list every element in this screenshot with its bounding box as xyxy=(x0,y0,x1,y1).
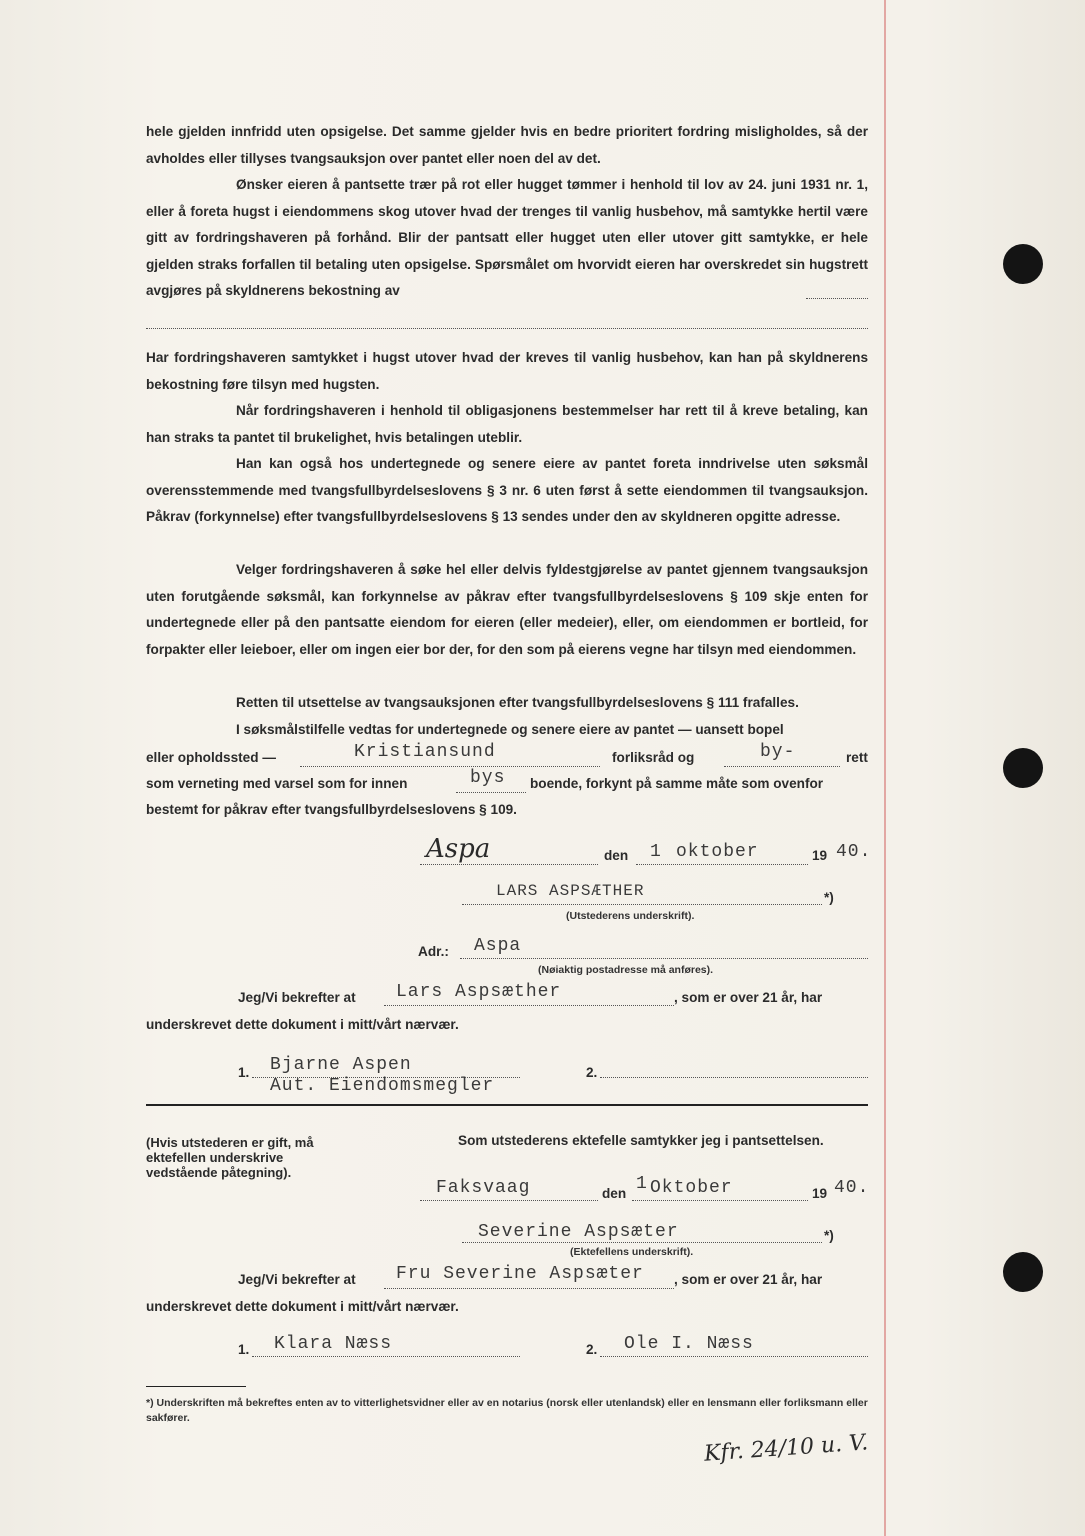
paragraph-2: Ønsker eieren å pantsette trær på rot eller hugget tømmer i henhold til lov av 24. juni 1931 nr. 1, eller å foreta hugst i eiendommens skog utover hvad der trenges til vanlig husbehov, må samtykke hertil være gitt av fordringshaveren på forhånd. Blir der pantsatt eller hugget uten eller utover gitt samtykke, er hele gjelden straks forfallen til betaling uten opsigelse. Spørsmålet om hvorvidt eieren har overskredet sin hugstrett avgjøres på skyldnerens bekostning av xyxy=(146,177,868,298)
dotted-line xyxy=(724,766,840,767)
sig1-signer: LARS ASPSÆTHER xyxy=(496,882,645,900)
witness2-suffix: , som er over 21 år, har xyxy=(674,1272,823,1287)
dotted-line xyxy=(636,864,808,865)
sig1-day: 1 xyxy=(650,842,662,862)
adr-caption: (Nøiaktig postadresse må anføres). xyxy=(538,964,714,976)
punch-hole-middle xyxy=(1003,748,1043,788)
venue-prefix: eller opholdssted — xyxy=(146,750,276,765)
spouse-star: *) xyxy=(824,1228,834,1243)
dotted-line xyxy=(600,1356,868,1357)
dotted-line xyxy=(632,1200,808,1201)
paragraph-6: Velger fordringshaveren å søke hel eller delvis fyldestgjørelse av pantet gjennem tvangsauksjon uten forutgående søksmål, kan forkynnelse av påkrav efter tvangsfullbyrdelseslovens § 109 skje enten for undertegnede eller på den pantsatte eiendom for eieren (eller medeier), eller, om eiendommen er bortleid, for forpakter eller leieboer, eller om ingen eier bor der, for den som på eierens vegne har tilsyn med eiendommen. xyxy=(146,562,868,657)
dotted-line xyxy=(252,1077,520,1078)
venue3: bestemt for påkrav efter tvangsfullbyrdelseslovens § 109. xyxy=(146,802,517,817)
paragraph-4: Når fordringshaveren i henhold til obligasjonens bestemmelser har rett til å kreve betaling, kan han straks ta pantet til brukelighet, hvis betalingen uteblir. xyxy=(146,403,868,445)
sig1-year-prefix: 19 xyxy=(812,848,828,863)
witness2-n1: 1. xyxy=(238,1342,250,1357)
dotted-line xyxy=(146,328,868,329)
venue-mid: forliksråd og xyxy=(612,750,695,765)
sig1-year-suffix: 40. xyxy=(836,842,872,862)
witness1-name: Lars Aspsæther xyxy=(396,982,562,1002)
dotted-line xyxy=(462,904,822,905)
venue2-suffix: boende, forkynt på samme måte som ovenfor xyxy=(530,776,824,791)
witness1-n1: 1. xyxy=(238,1065,250,1080)
spouse-den: den xyxy=(602,1186,627,1201)
dotted-line xyxy=(384,1005,674,1006)
spouse-note: (Hvis utstederen er gift, må ektefellen underskrive vedstående påtegning). xyxy=(146,1135,314,1180)
punch-hole-bottom xyxy=(1003,1252,1043,1292)
dotted-line xyxy=(384,1288,674,1289)
paragraph-5: Han kan også hos undertegnede og senere eiere av pantet foreta inndrivelse uten søksmål overensstemmende med tvangsfullbyrdelseslovens § 3 nr. 6 uten først å sette eiendommen til tvangsauksjon. Påkrav (forkynnelse) efter tvangsfullbyrdelseslovens § 13 sendes under den av skyldneren opgitte adresse. xyxy=(146,456,868,524)
paragraph-7: Retten til utsettelse av tvangsauksjonen efter tvangsfullbyrdelseslovens § 111 frafalles. xyxy=(236,695,799,710)
footnote: *) Underskriften må bekreftes enten av to vitterlighetsvidner eller av en notarius (norsk eller utenlandsk) eller en lensmann eller forliksmann eller sakfører. xyxy=(146,1397,868,1424)
witness2-line2: underskrevet dette dokument i mitt/vårt nærvær. xyxy=(146,1299,459,1314)
venue2-typed: bys xyxy=(470,768,506,788)
sig1-caption: (Utstederens underskrift). xyxy=(566,910,695,922)
witness1-suffix: , som er over 21 år, har xyxy=(674,990,823,1005)
section-divider xyxy=(146,1104,868,1106)
witness2-name: Fru Severine Aspsæter xyxy=(396,1264,644,1284)
dotted-line xyxy=(252,1356,520,1357)
dotted-line xyxy=(420,864,598,865)
witness1-w1-line2: Aut. Eiendomsmegler xyxy=(270,1076,495,1096)
spouse-year-prefix: 19 xyxy=(812,1186,828,1201)
venue-court: by- xyxy=(760,742,796,762)
punch-hole-top xyxy=(1003,244,1043,284)
dotted-line xyxy=(460,958,868,959)
spouse-month: Oktober xyxy=(650,1178,733,1198)
dotted-line xyxy=(420,1200,598,1201)
paragraph-3: Har fordringshaveren samtykket i hugst utover hvad der kreves til vanlig husbehov, kan han på skyldnerens bekostning føre tilsyn med hugsten. xyxy=(146,350,868,392)
spouse-year-suffix: 40. xyxy=(834,1178,870,1198)
witness1-line2: underskrevet dette dokument i mitt/vårt nærvær. xyxy=(146,1017,459,1032)
venue-city: Kristiansund xyxy=(354,742,496,762)
footnote-rule xyxy=(146,1386,246,1387)
dotted-line xyxy=(600,1077,868,1078)
witness1-w1-line1: Bjarne Aspen xyxy=(270,1055,412,1075)
adr-label: Adr.: xyxy=(418,944,449,959)
spouse-signer: Severine Aspsæter xyxy=(478,1222,679,1242)
venue2-prefix: som verneting med varsel som for innen xyxy=(146,776,408,791)
witness1-prefix: Jeg/Vi bekrefter at xyxy=(238,990,356,1005)
witness2-n2: 2. xyxy=(586,1342,598,1357)
spouse-day: 1 xyxy=(636,1174,648,1194)
witness2-w1: Klara Næss xyxy=(274,1334,393,1354)
paragraph-1: hele gjelden innfridd uten opsigelse. Det samme gjelder hvis en bedre prioritert fordring misligholdes, så der avholdes eller tillyses tvangsauksjon over pantet eller noen del av det. xyxy=(146,124,868,166)
sig1-month: oktober xyxy=(676,842,759,862)
spouse-place: Faksvaag xyxy=(436,1178,531,1198)
adr-value: Aspa xyxy=(474,936,522,956)
witness2-prefix: Jeg/Vi bekrefter at xyxy=(238,1272,356,1287)
dotted-line xyxy=(456,792,526,793)
venue-suffix: rett xyxy=(846,750,868,765)
spouse-caption: (Ektefellens underskrift). xyxy=(570,1246,694,1258)
sig1-den: den xyxy=(604,848,629,863)
sig1-star: *) xyxy=(824,890,834,905)
margin-note: Kfr. 24/10 u. V. xyxy=(703,1430,869,1467)
dotted-line xyxy=(806,298,868,299)
witness1-n2: 2. xyxy=(586,1065,598,1080)
spouse-consent: Som utstederens ektefelle samtykker jeg i pantsettelsen. xyxy=(458,1133,824,1148)
paragraph-8: I søksmålstilfelle vedtas for undertegnede og senere eiere av pantet — uansett bopel xyxy=(236,722,784,737)
dotted-line xyxy=(462,1242,822,1243)
margin-line xyxy=(884,0,886,1536)
dotted-line xyxy=(300,766,600,767)
witness2-w2: Ole I. Næss xyxy=(624,1334,754,1354)
sig1-place: Aspa xyxy=(426,834,491,864)
